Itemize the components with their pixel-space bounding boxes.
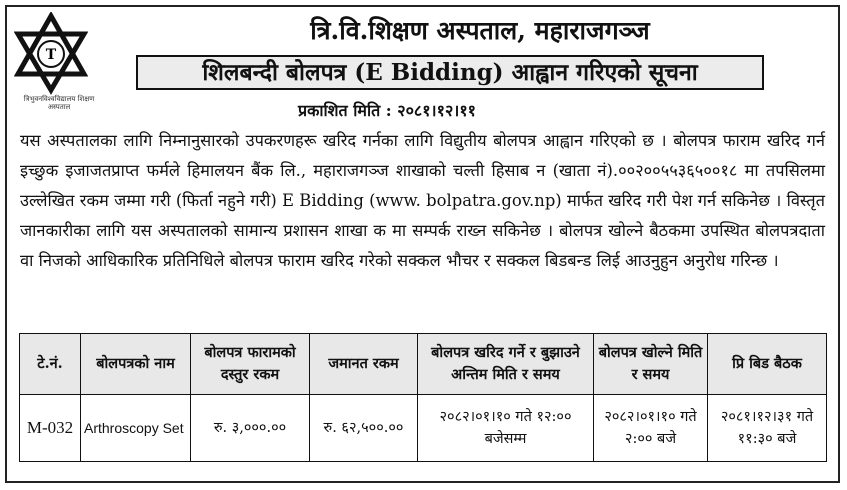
cell-tender-no: M-032 <box>20 395 81 462</box>
cell-form-fee: रु. ३,०००.०० <box>191 395 310 462</box>
svg-text:T: T <box>45 47 57 63</box>
published-date: प्रकाशित मिति : २०८१।१२।११ <box>298 101 476 120</box>
hospital-title: त्रि.वि.शिक्षण अस्पताल, महाराजगञ्ज <box>310 16 650 45</box>
notice-banner: शिलबन्दी बोलपत्र (E Bidding) आह्वान गरिएको सूचना <box>136 55 764 90</box>
header-security-amount: जमानत रकम <box>310 334 418 395</box>
cell-bid-name: Arthroscopy Set <box>81 395 191 462</box>
header-prebid-meeting: प्रि बिड बैठक <box>708 334 827 395</box>
cell-prebid-meeting: २०८१।१२।३१ गते ११:३० बजे <box>708 395 827 462</box>
cell-security-amount: रु. ६२,५००.०० <box>310 395 418 462</box>
tender-table <box>19 333 827 462</box>
header-tender-no: टे.नं. <box>20 334 81 395</box>
notice-body: यस अस्पतालका लागि निम्नानुसारको उपकरणहरू खरिद गर्नका लागि विद्युतीय बोलपत्र आह्वान गरिएको छ । बोलपत्र फाराम खरिद गर्न इच्छुक इजाजतप्राप्त फर्मले हिमालयन बैंक लि., महाराजगञ्ज शाखाको चल्ती हिसाब न (खाता नं).००२००५५३६५००१८ मा तपसिलमा उल्लेखित रकम जम्मा गरी (फिर्ता नहुने गरी) E Bidding (www. bolpatra.gov.np) मार्फत खरिद गरी पेश गर्न सकिनेछ । विस्तृत जानकारीका लागि यस अस्पतालको सामान्य प्रशासन शाखा क मा सम्पर्क राख्न सकिनेछ । बोलपत्र खोल्ने बैठकमा उपस्थित बोलपत्रदाता वा निजको आधिकारिक प्रतिनिधिले बोलपत्र फाराम खरिद गरेको सक्कल भौचर र सक्कल बिडबन्ड लिई आउनुहुन अनुरोध गरिन्छ । <box>20 131 825 270</box>
table-header-row <box>20 334 827 395</box>
cell-last-date: २०८२।०१।१० गते १२:०० बजेसम्म <box>418 395 594 462</box>
cell-opening-date: २०८२।०१।१० गते २:०० बजे <box>594 395 708 462</box>
header-last-date: बोलपत्र खरिद गर्ने र बुझाउने अन्तिम मिति र समय <box>418 334 594 395</box>
emblem-caption: त्रिभुवनविश्वविद्यालय शिक्षण अस्पताल <box>23 95 95 111</box>
header-opening-date: बोलपत्र खोल्ने मिति र समय <box>594 334 708 395</box>
table-row <box>20 395 827 462</box>
header-form-fee: बोलपत्र फारामको दस्तुर रकम <box>191 334 310 395</box>
header-bid-name: बोलपत्रको नाम <box>81 334 191 395</box>
university-emblem-icon <box>14 12 88 96</box>
